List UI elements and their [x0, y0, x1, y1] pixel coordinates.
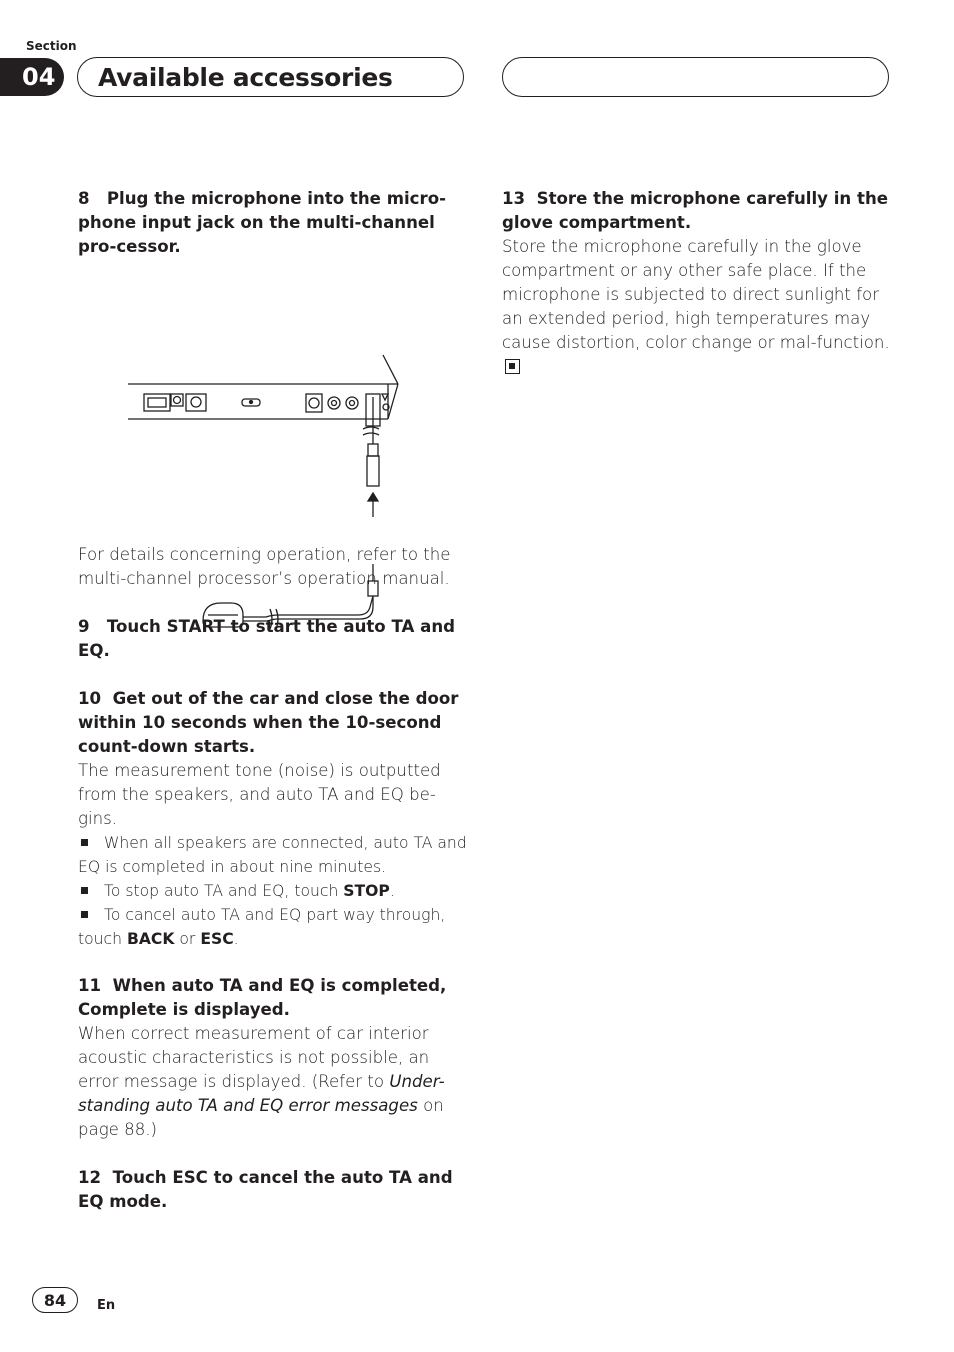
microphone-cable-diagram — [78, 409, 468, 669]
step-12-heading: 12 Touch ESC to cancel the auto TA and EQ mode. — [78, 1168, 453, 1211]
bullet-square-icon — [81, 839, 88, 846]
note-text: To cancel auto TA and EQ part way through, touch — [78, 906, 446, 948]
language-label: En — [97, 1298, 116, 1313]
section-label: Section — [26, 39, 77, 53]
left-column — [78, 187, 468, 1214]
right-column — [502, 187, 892, 379]
details-paragraph: For details concerning operation, refer to the multi-channel processor’s operation manual. — [78, 545, 451, 588]
stop-keyword: STOP — [343, 882, 390, 900]
step-11-text: When correct measurement of car interior acoustic characteristics is not possible, an error message is displayed. (Refer to — [78, 1024, 430, 1091]
note-text: . — [389, 882, 395, 900]
section-number: 04 — [22, 63, 56, 91]
step-9-heading: 9 Touch START to start the auto TA and EQ. — [78, 617, 456, 660]
title-box — [77, 57, 464, 97]
header-blank-box — [502, 57, 889, 97]
section-number-tab — [0, 58, 64, 96]
microphone-connection-figure — [78, 269, 468, 529]
back-keyword: BACK — [126, 930, 175, 948]
step-13-heading: 13 Store the microphone carefully in the glove compartment. — [502, 189, 889, 232]
step-13-text: Store the microphone carefully in the glove compartment or any other safe place. If the microphone is subjected to direct sunlight for an extended period, high temperatures may cause distortion, color change or mal-function. — [502, 237, 890, 352]
step-13-body — [502, 235, 892, 379]
step-11-heading: 11 When auto TA and EQ is completed, Complete is displayed. — [78, 976, 447, 1019]
end-of-section-icon — [505, 359, 520, 374]
note-text: or — [174, 930, 201, 948]
step-10-body: The measurement tone (noise) is outputted from the speakers, and auto TA and EQ be-gins. — [78, 761, 441, 828]
note-item — [78, 903, 468, 951]
step-10-heading: 10 Get out of the car and close the door within 10 seconds when the 10-second count-down starts. — [78, 689, 459, 756]
page-number: 84 — [32, 1287, 78, 1313]
note-text: To stop auto TA and EQ, touch — [104, 882, 344, 900]
note-item — [78, 831, 468, 879]
note-text: . — [233, 930, 239, 948]
cross-reference-title: Under-standing auto TA and EQ error messages — [78, 1072, 445, 1115]
bullet-square-icon — [81, 887, 88, 894]
step-11-body — [78, 1022, 468, 1142]
step-11-text: on page 88.) — [78, 1096, 444, 1139]
step-8-heading: 8 Plug the microphone into the micro-phone input jack on the multi-channel pro-cessor. — [78, 189, 446, 256]
page-title: Available accessories — [98, 62, 393, 92]
bullet-square-icon — [81, 911, 88, 918]
note-text: When all speakers are connected, auto TA and EQ is completed in about nine minutes. — [78, 834, 467, 876]
esc-keyword: ESC — [200, 930, 234, 948]
note-item — [78, 879, 468, 903]
